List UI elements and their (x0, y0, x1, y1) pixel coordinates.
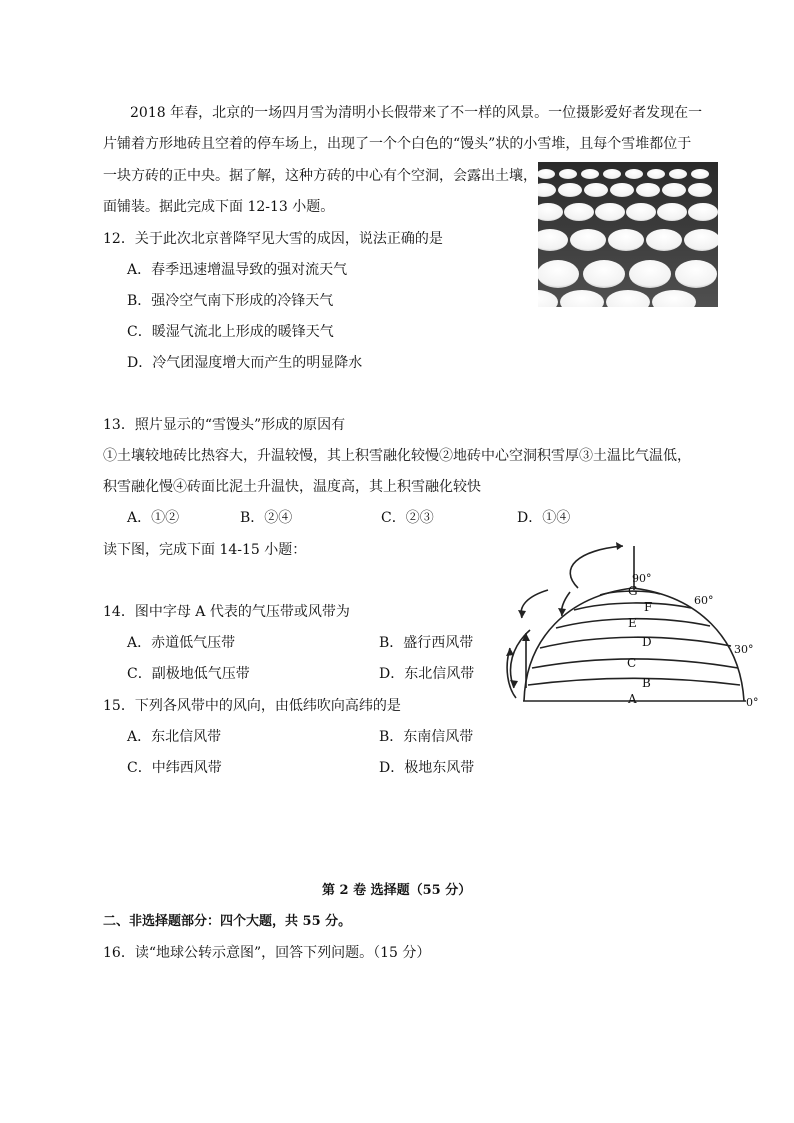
q15-option-d[interactable]: D．极地东风带 (379, 760, 475, 776)
belt-label-f: F (644, 600, 653, 614)
snow-mound (558, 183, 582, 197)
intro-line-4: 面铺装。据此完成下面 12-13 小题。 (103, 199, 335, 215)
latitude-30: 30° (734, 643, 754, 656)
q12-stem: 12．关于此次北京普降罕见大雪的成因，说法正确的是 (103, 231, 443, 247)
latitude-90: 90° (632, 572, 652, 585)
snow-mound (595, 203, 625, 221)
latitude-60: 60° (694, 594, 714, 607)
snow-mound (559, 169, 577, 179)
snow-mound (691, 169, 709, 179)
read-instruction: 读下图，完成下面 14-15 小题： (103, 542, 307, 558)
belt-label-c: C (627, 656, 637, 670)
q15-option-a[interactable]: A．东北信风带 (127, 729, 222, 745)
snow-mound (688, 203, 718, 221)
snow-mound (662, 183, 686, 197)
snow-mound (583, 260, 625, 288)
belt-label-e: E (628, 616, 637, 630)
snow-mound (629, 260, 671, 288)
snow-mound (625, 169, 643, 179)
snow-mound (603, 169, 621, 179)
intro-line-1: 2018 年春，北京的一场四月雪为清明小长假带来了不一样的风景。一位摄影爱好者发现在一 (130, 105, 703, 121)
q12-option-b[interactable]: B．强冷空气南下形成的冷锋天气 (127, 293, 334, 309)
q15-option-b[interactable]: B．东南信风带 (379, 729, 474, 745)
intro-line-3: 一块方砖的正中央。据了解，这种方砖的中心有个空洞，会露出土壤， (103, 168, 537, 184)
snow-mound (675, 260, 717, 288)
snow-mound (669, 169, 687, 179)
q13-statements-line-2: 积雪融化慢④砖面比泥土升温快，温度高，其上积雪融化较快 (103, 479, 481, 495)
q13-option-a[interactable]: A．①② (127, 510, 180, 526)
snow-mound (636, 183, 660, 197)
q14-option-a[interactable]: A．赤道低气压带 (127, 635, 236, 651)
q13-option-b[interactable]: B．②④ (240, 510, 293, 526)
snow-mound (538, 260, 579, 288)
belt-label-b: B (642, 676, 651, 690)
pressure-belt-diagram (488, 538, 760, 716)
snow-mound (647, 169, 665, 179)
snow-mound (646, 229, 682, 251)
snow-mound (657, 203, 687, 221)
section-2-title: 第 2 卷 选择题（55 分） (322, 883, 472, 898)
q13-option-c[interactable]: C．②③ (381, 510, 434, 526)
snow-mound (581, 169, 599, 179)
belt-label-a: A (628, 692, 637, 706)
snow-mound (626, 203, 656, 221)
snow-mound (610, 183, 634, 197)
snow-mound (584, 183, 608, 197)
snow-mound (688, 183, 712, 197)
snow-mound (564, 203, 594, 221)
q12-option-c[interactable]: C．暖湿气流北上形成的暖锋天气 (127, 324, 334, 340)
q13-option-d[interactable]: D．①④ (517, 510, 571, 526)
q14-option-c[interactable]: C．副极地低气压带 (127, 666, 250, 682)
q12-option-d[interactable]: D．冷气团湿度增大而产生的明显降水 (127, 355, 363, 371)
q13-statements-line-1: ①土壤较地砖比热容大，升温较慢，其上积雪融化较慢②地砖中心空洞积雪厚③土温比气温低， (103, 448, 691, 464)
latitude-0: 0° (746, 696, 759, 709)
snow-mounds-photo (538, 162, 718, 307)
snow-mound (570, 229, 606, 251)
snow-mound (608, 229, 644, 251)
q14-stem: 14．图中字母 A 代表的气压带或风带为 (103, 604, 350, 620)
belt-label-d: D (642, 635, 652, 649)
q15-option-c[interactable]: C．中纬西风带 (127, 760, 222, 776)
q15-stem: 15．下列各风带中的风向，由低纬吹向高纬的是 (103, 698, 401, 714)
q14-option-b[interactable]: B．盛行西风带 (379, 635, 474, 651)
q14-option-d[interactable]: D．东北信风带 (379, 666, 475, 682)
section-2-instructions: 二、非选择题部分：四个大题，共 55 分。 (103, 914, 352, 929)
q13-stem: 13．照片显示的“雪馒头”形成的原因有 (103, 417, 346, 433)
belt-label-g: G (628, 584, 638, 598)
q16-stem: 16．读“地球公转示意图”，回答下列问题。（15 分） (103, 945, 431, 961)
q12-option-a[interactable]: A．春季迅速增温导致的强对流天气 (127, 262, 348, 278)
intro-line-2: 片铺着方形地砖且空着的停车场上，出现了一个个白色的“馒头”状的小雪堆，且每个雪堆都位于 (103, 136, 692, 152)
